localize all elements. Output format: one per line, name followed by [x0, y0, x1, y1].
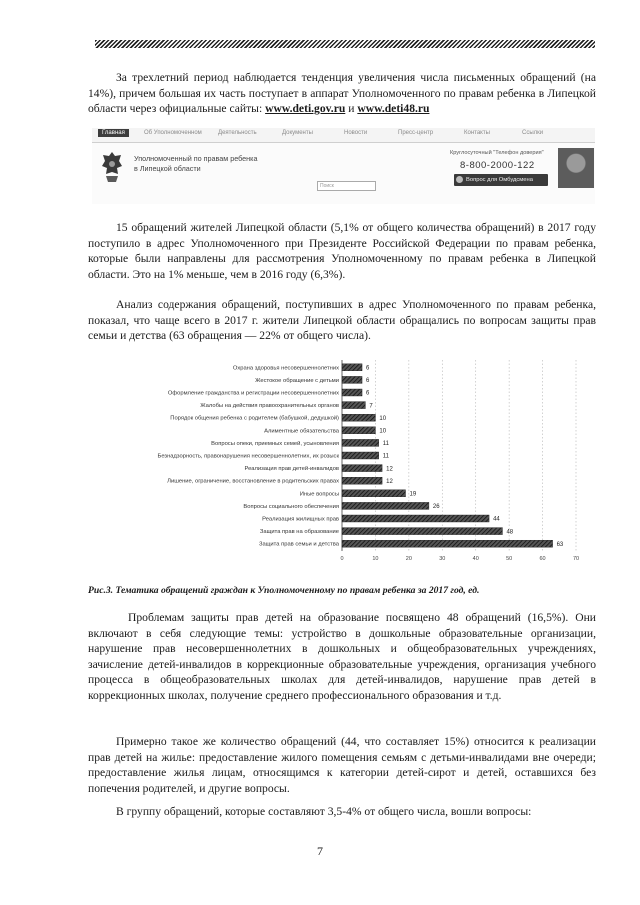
link-deti-gov[interactable]: www.deti.gov.ru [265, 102, 346, 116]
header-rule [95, 40, 595, 48]
paragraph-5-text: Примерно такое же количество обращений (44, что составляет 15%) относится к реализации прав детей на жилье: предоставление жилого помещения семьям с детьми-инвалидами вне очереди; предоставление жилья лицам, относящимся к категории детей-сирот и детей, оставшихся без попечения родителей, и другие вопросы. [88, 735, 596, 795]
site-title [134, 154, 304, 174]
paragraph-6 [88, 804, 596, 820]
bar [342, 465, 382, 472]
intro-paragraph [88, 70, 596, 117]
paragraph-4-text: Проблемам защиты прав детей на образование посвящено 48 обращений (16,5%). Они включают в себя следующие темы: устройство в дошкольные образовательные организации, нарушение прав несовершеннолетних в дошкольных и общеобразовательных учреждениях, зачисление детей-инвалидов в коррекционные образовательные учреждения, организация учебного процесса в общеобразовательных школах для детей-инвалидов, нарушение прав детей в коррекционных школах, получение среднего профессионального образования и т.д. [88, 611, 596, 702]
link-deti48[interactable]: www.deti48.ru [357, 102, 430, 116]
question-button-label: Вопрос для Омбудсмена [466, 177, 533, 183]
question-button[interactable] [454, 174, 548, 186]
figure-caption: Рис.3. Тематика обращений граждан к Уполномоченному по правам ребенка за 2017 год, ед. [88, 585, 480, 596]
category-label: Вопросы опеки, приемных семей, усыновления [211, 440, 339, 447]
and-word: и [348, 102, 355, 116]
x-tick-label: 50 [506, 556, 513, 562]
bar [342, 376, 362, 383]
category-label: Оформление гражданства и регистрации несовершеннолетних [167, 390, 339, 397]
bar [342, 389, 362, 396]
paragraph-4 [88, 610, 596, 704]
bar [342, 439, 379, 446]
nav-item-contacts[interactable]: Контакты [464, 130, 490, 136]
x-tick-label: 30 [439, 556, 446, 562]
category-label: Реализация жилищных прав [262, 516, 339, 523]
website-screenshot [92, 128, 595, 204]
bar [342, 540, 553, 547]
nav-item-links[interactable]: Ссылки [522, 130, 544, 136]
bar [342, 528, 502, 535]
site-nav [92, 128, 595, 143]
nav-item-press[interactable]: Пресс-центр [398, 130, 434, 136]
nav-item-home[interactable]: Главная [98, 129, 129, 137]
value-label: 6 [366, 378, 370, 385]
bar [342, 414, 375, 421]
site-search-input[interactable]: Поиск [317, 181, 376, 191]
value-label: 11 [382, 441, 390, 448]
nav-item-activity[interactable]: Деятельность [218, 130, 257, 136]
value-label: 11 [382, 453, 390, 460]
nav-item-documents[interactable]: Документы [282, 130, 313, 136]
value-label: 10 [379, 415, 387, 422]
paragraph-2 [88, 220, 596, 282]
x-tick-label: 60 [539, 556, 546, 562]
paragraph-5 [88, 734, 596, 796]
page-number: 7 [317, 844, 323, 858]
category-label: Безнадзорность, правонарушения несовершеннолетних, их розыск [157, 453, 339, 460]
value-label: 12 [386, 478, 393, 485]
bar [342, 402, 365, 409]
category-label: Лишение, ограничение, восстановление в родительских правах [167, 478, 339, 485]
bar [342, 490, 406, 497]
x-tick-label: 0 [340, 556, 344, 562]
category-label: Алиментные обязательства [264, 428, 339, 435]
value-label: 12 [386, 466, 393, 473]
hotline-label: Круглосуточный "Телефон доверия" [450, 150, 544, 156]
value-label: 26 [432, 504, 440, 511]
x-tick-label: 70 [572, 556, 580, 562]
x-tick-label: 20 [405, 556, 412, 562]
paragraph-3-text: Анализ содержания обращений, поступивших в адрес Уполномоченного по правам ребенка, показал, что чаще всего в 2017 г. жители Липецкой области обращались по вопросам защиты прав семьи и детства (63 обращения — 22% от общего числа). [88, 298, 596, 343]
category-label: Охрана здоровья несовершеннолетних [232, 365, 339, 372]
appeals-topics-chart [157, 356, 592, 568]
value-label: 48 [506, 529, 514, 536]
category-label: Иные вопросы [299, 491, 339, 498]
category-label: Защита прав семьи и детства [258, 541, 339, 548]
site-title-line2: в Липецкой области [134, 164, 201, 173]
bar [342, 477, 382, 484]
ombudsman-photo [558, 148, 594, 188]
nav-item-about[interactable]: Об Уполномоченном [144, 130, 202, 136]
value-label: 7 [369, 403, 373, 410]
value-label: 63 [556, 541, 564, 548]
coat-of-arms-icon [100, 150, 124, 184]
bar [342, 364, 362, 371]
bar [342, 502, 429, 509]
category-label: Порядок общения ребенка с родителем (бабушкой, дедушкой) [170, 415, 339, 422]
site-title-line1: Уполномоченный по правам ребенка [134, 154, 258, 163]
category-label: Жалобы на действия правоохранительных органов [200, 403, 339, 410]
nav-item-news[interactable]: Новости [344, 130, 368, 136]
speech-bubble-icon [456, 176, 463, 183]
value-label: 44 [493, 516, 500, 523]
intro-text: За трехлетний период наблюдается тенденция увеличения числа письменных обращений (на 14%), причем большая их часть поступает в аппарат Уполномоченного по правам ребенка в Липецкой области через официальные сайты: [88, 71, 596, 116]
value-label: 19 [409, 491, 417, 498]
bar [342, 452, 379, 459]
x-tick-label: 10 [372, 556, 379, 562]
bar [342, 515, 489, 522]
category-label: Реализация прав детей-инвалидов [244, 466, 339, 473]
value-label: 10 [379, 428, 387, 435]
paragraph-6-text: В группу обращений, которые составляют 3,5-4% от общего числа, вошли вопросы: [116, 805, 532, 818]
category-label: Защита прав на образование [259, 529, 339, 536]
value-label: 6 [366, 390, 370, 397]
x-tick-label: 40 [472, 556, 479, 562]
bar [342, 427, 375, 434]
paragraph-2-text: 15 обращений жителей Липецкой области (5,1% от общего количества обращений) в 2017 году поступило в адрес Уполномоченного при Президенте Российской Федерации по правам ребенка, которые были направлены для рассмотрения Уполномоченному по правам ребенка в Липецкой области. Это на 1% меньше, чем в 2016 году (6,3%). [88, 221, 596, 281]
category-label: Вопросы социального обеспечения [243, 503, 339, 510]
paragraph-3 [88, 297, 596, 344]
hotline-phone: 8-800-2000-122 [460, 160, 535, 171]
category-label: Жестокое обращение с детьми [255, 377, 339, 384]
value-label: 6 [366, 365, 370, 372]
